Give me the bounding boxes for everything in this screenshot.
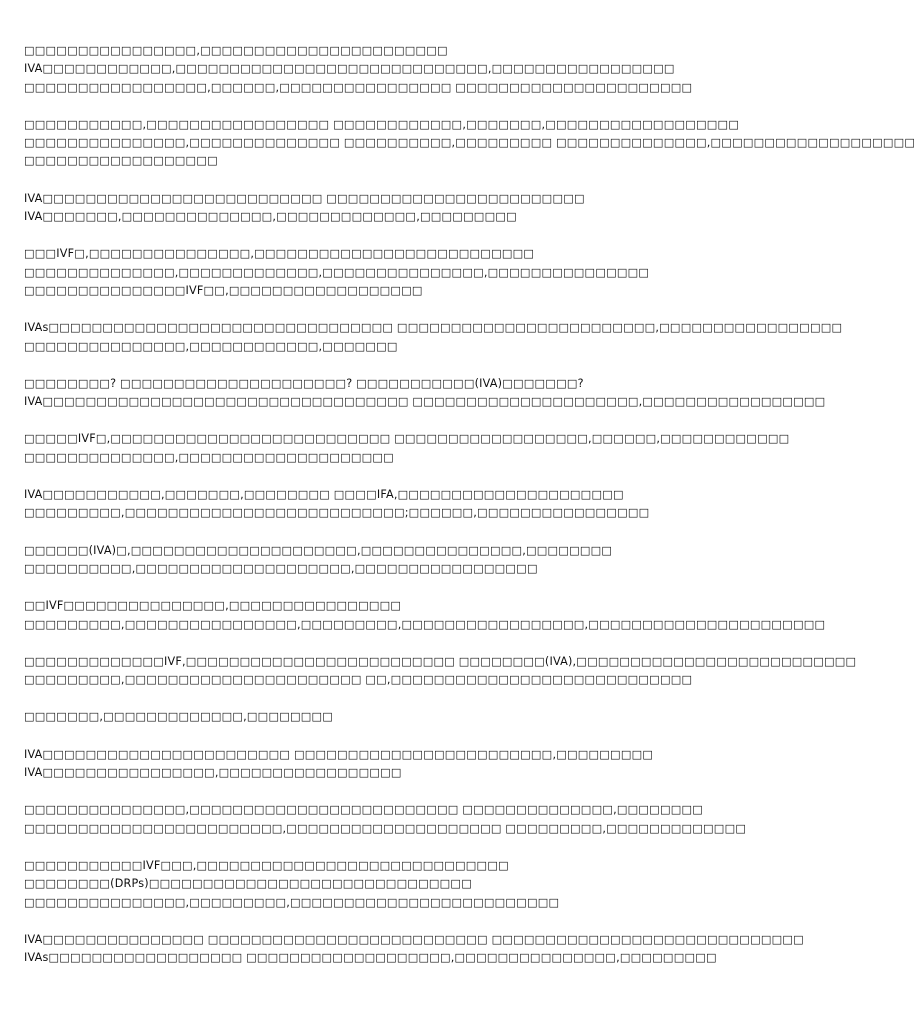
text-line: IVA□□□□□□□□□□□□□□□□,□□□□□□□□□□□□□□□□□ (24, 766, 402, 780)
paragraph (24, 375, 826, 412)
paragraph (24, 931, 804, 968)
paragraph (24, 486, 696, 523)
text-line: IVAs□□□□□□□□□□□□□□□□□□ □□□□□□□□□□□□□□□□□□□,□□□□□□□□□□□□□□□,□□□□□□□□□ (24, 951, 717, 965)
paragraph (24, 42, 696, 97)
text-line: □□□□□□□□□□□□□□□□□□ (24, 154, 218, 168)
text-line: IVA□□□□□□□□□□□□□□□□□□□□□□□ □□□□□□□□□□□□□□□□□□□□□□□□,□□□□□□□□□ (24, 747, 654, 761)
paragraph (24, 857, 696, 912)
paragraph (24, 319, 843, 356)
text-line: □□□□□□□□□,□□□□□□□□□□□□□□□□□□□□□□□□□□;□□□□□□,□□□□□□□□□□□□□□□□ (24, 506, 650, 520)
text-line: □□□□□□□□□,□□□□□□□□□□□□□□□□□□□□□□ □□,□□□□□□□□□□□□□□□□□□□□□□□□□□□□ (24, 673, 693, 687)
paragraph (24, 430, 790, 467)
paragraph (24, 746, 696, 783)
text-line: □□□□□□□□□□□□□□□□□,□□□□□□,□□□□□□□□□□□□□□□□ □□□□□□□□□□□□□□□□□□□□□□ (24, 80, 693, 94)
paragraph (24, 597, 826, 634)
text-line: □□□□□□(IVA)□,□□□□□□□□□□□□□□□□□□□□□,□□□□□□□□□□□□□□□,□□□□□□□□ (24, 543, 613, 557)
text-line: IVAs□□□□□□□□□□□□□□□□□□□□□□□□□□□□□□□□ □□□□□□□□□□□□□□□□□□□□□□□□,□□□□□□□□□□□□□□□□□ (24, 321, 843, 335)
text-line: □□□□□IVF□,□□□□□□□□□□□□□□□□□□□□□□□□□□ □□□□□□□□□□□□□□□□□□,□□□□□□,□□□□□□□□□□□□ (24, 432, 790, 446)
text-line: IVA□□□□□□□□□□□□,□□□□□□□□□□□□□□□□□□□□□□□□□□□□□,□□□□□□□□□□□□□□□□□ (24, 62, 675, 76)
text-line: □□□□□□□,□□□□□□□□□□□□□,□□□□□□□□ (24, 710, 334, 724)
text-line: □□□□□□□□□□□□□□,□□□□□□□□□□□□□□□□□□□□ (24, 450, 394, 464)
document-body (24, 42, 915, 986)
text-line: IVA□□□□□□□□□□□□□□□ □□□□□□□□□□□□□□□□□□□□□□□□□□ □□□□□□□□□□□□□□□□□□□□□□□□□□□□□ (24, 932, 804, 946)
text-line: □□□□□□□□□□□IVF□□□,□□□□□□□□□□□□□□□□□□□□□□□□□□□□□ (24, 858, 509, 872)
text-line: IVA□□□□□□□□□□□□□□□□□□□□□□□□□□□□□□□□□□ □□□□□□□□□□□□□□□□□□□□□,□□□□□□□□□□□□□□□□□ (24, 395, 826, 409)
text-line: □□IVF□□□□□□□□□□□□□□□,□□□□□□□□□□□□□□□□ (24, 599, 402, 613)
text-line: □□□□□□□□□□□□□□□,□□□□□□□□□□□□,□□□□□□□ (24, 339, 398, 353)
paragraph (24, 542, 696, 579)
paragraph (24, 708, 696, 726)
text-line: □□□□□□□□□□□□□□□□,□□□□□□□□□□□□□□□□□□□□□□□ (24, 44, 448, 57)
text-line: IVA□□□□□□□□□□□,□□□□□□□,□□□□□□□□ □□□□IFA,□□□□□□□□□□□□□□□□□□□□□ (24, 488, 624, 502)
text-line: □□□□□□□□? □□□□□□□□□□□□□□□□□□□□□? □□□□□□□□□□□(IVA)□□□□□□□? (24, 376, 584, 390)
text-line: □□□□□□□□□□□□□□□,□□□□□□□□□□□□□□□□□□□□□□□□□ □□□□□□□□□□□□□□,□□□□□□□□ (24, 803, 704, 817)
paragraph (24, 245, 696, 300)
text-line: □□□□□□□□(DRPs)□□□□□□□□□□□□□□□□□□□□□□□□□□□□□□ (24, 877, 472, 891)
text-line: IVA□□□□□□□,□□□□□□□□□□□□□□,□□□□□□□□□□□□□,□□□□□□□□□ (24, 210, 517, 224)
text-line: □□□□□□□□□,□□□□□□□□□□□□□□□□,□□□□□□□□□,□□□□□□□□□□□□□□□□□,□□□□□□□□□□□□□□□□□□□□□□ (24, 617, 826, 631)
text-line: □□□□□□□□□□,□□□□□□□□□□□□□□□□□□□□,□□□□□□□□□□□□□□□□□ (24, 561, 538, 575)
paragraph (24, 190, 696, 227)
text-line: IVA□□□□□□□□□□□□□□□□□□□□□□□□□□ □□□□□□□□□□□□□□□□□□□□□□□□ (24, 191, 585, 205)
text-line: □□□□□□□□□□□□□□□,□□□□□□□□□,□□□□□□□□□□□□□□□□□□□□□□□□□ (24, 895, 560, 909)
text-line: □□□□□□□□□□□□□□□□□□□□□□□□,□□□□□□□□□□□□□□□□□□□□ □□□□□□□□□,□□□□□□□□□□□□□ (24, 821, 747, 835)
paragraph (24, 116, 915, 171)
text-line: □□□□□□□□□□□□□□,□□□□□□□□□□□□□,□□□□□□□□□□□□□□□,□□□□□□□□□□□□□□□ (24, 265, 650, 279)
paragraph (24, 801, 747, 838)
paragraph (24, 653, 857, 690)
text-line: □□□□□□□□□□□□□□□,□□□□□□□□□□□□□□ □□□□□□□□□□,□□□□□□□□□ □□□□□□□□□□□□□□,□□□□□□□□□□□□□□□□□□□ (24, 136, 915, 150)
text-line: □□□□□□□□□□□□□IVF,□□□□□□□□□□□□□□□□□□□□□□□□□ □□□□□□□□(IVA),□□□□□□□□□□□□□□□□□□□□□□□□□□ (24, 654, 857, 668)
text-line: □□□□□□□□□□□□□□□IVF□□,□□□□□□□□□□□□□□□□□□ (24, 283, 423, 297)
text-line: □□□IVF□,□□□□□□□□□□□□□□□,□□□□□□□□□□□□□□□□□□□□□□□□□□ (24, 247, 535, 261)
text-line: □□□□□□□□□□□,□□□□□□□□□□□□□□□□□ □□□□□□□□□□□□,□□□□□□□,□□□□□□□□□□□□□□□□□□ (24, 117, 740, 131)
